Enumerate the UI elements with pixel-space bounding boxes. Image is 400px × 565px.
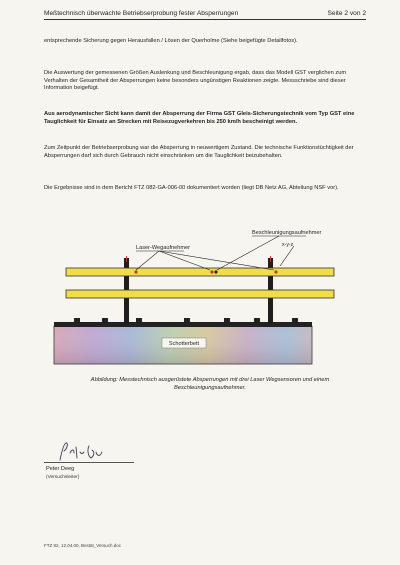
- paragraph-4: Zum Zeitpunkt der Betriebserprobung war die Absperrung in neuwertigem Zustand. Die technische Funktionstüchtigkeit der Absperrungen darf sich durch Gebrauch nicht einschränken um die Tauglichkeit beizubehalten.: [44, 145, 354, 159]
- barrier-rail-bottom: [66, 290, 334, 298]
- label-ballast: Schotterbett: [168, 341, 200, 348]
- page-header: [44, 10, 366, 20]
- label-xyz: x-y-z: [282, 242, 294, 248]
- paragraph-1: entsprechende Sicherung gegen Herausfallen / Lösen der Querholme (Siehe beigefügte Detailfotos).: [44, 38, 298, 44]
- barrier-diagram: [44, 226, 360, 371]
- laser-sensor-3: [274, 270, 277, 273]
- signature-line: [44, 462, 134, 463]
- page-footer: FTZ 82, 12.04.00, Bestät_Versuch.doc: [44, 543, 122, 548]
- label-accelerometer: Beschleunigungsaufnehmer: [252, 230, 322, 236]
- figure-caption: Abbildung: Messtechnisch ausgerüstete Absperrungen mit drei Laser Wegsensoren und einem Beschleunigungsaufnehmer.: [90, 377, 330, 391]
- barrier-rail-top: [66, 268, 334, 276]
- page-number: Seite 2 von 2: [327, 10, 366, 17]
- accelerometer: [214, 270, 217, 273]
- ballast-top-edge: [54, 322, 312, 327]
- header-title: Meßtechnisch überwachte Betriebserprobung fester Absperrungen: [44, 10, 239, 17]
- label-laser-sensor: Laser-Wegaufnehmer: [136, 245, 190, 251]
- paragraph-2: Die Auswertung der gemessenen Größen Auslenkung und Beschleunigung ergab, dass das Modell GST verglichen zum Verhalten der Gesamtheit der Absperrungen keine besonders ungünstigen Reaktionen zeigte. Messschriebe sind dieser Information beigefügt.: [44, 70, 347, 92]
- signer-role: (Versuchsleiter): [46, 475, 80, 480]
- laser-sensor-2: [210, 270, 213, 273]
- laser-sensor-1: [134, 270, 137, 273]
- paragraph-5: Die Ergebnisse sind in dem Bericht FTZ 082-GA-006-00 dokumentiert worden (liegt DB Netz AG, Abteilung NSF vor).: [44, 185, 339, 191]
- signer-name: Peter Deeg: [46, 466, 75, 472]
- paragraph-3: Aus aerodynamischer Sicht kann damit der Absperrung der Firma GST Gleis-Sicherungstechnik vom Typ GST eine Tauglichkeit für Einsatz an Strecken mit Reisezugverkehren bis 250 km/h bescheinigt werden.: [44, 111, 355, 125]
